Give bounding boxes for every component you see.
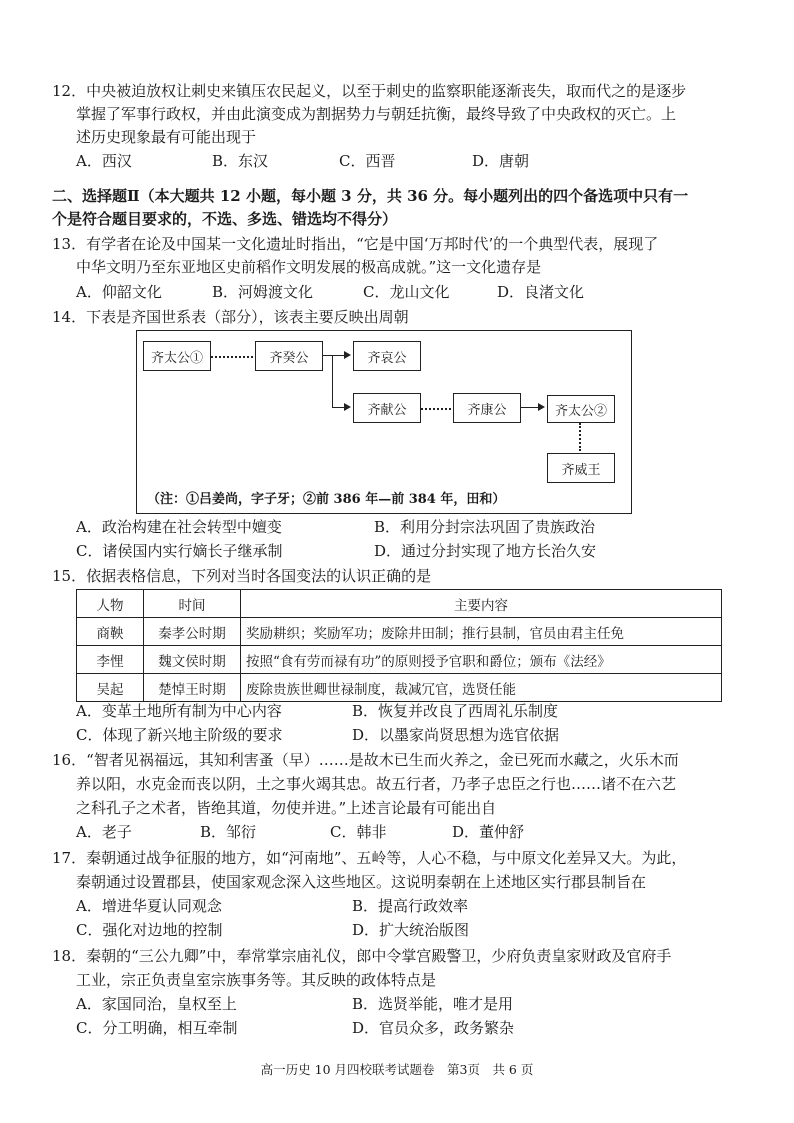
question-text-line: 14．下表是齐国世系表（部分），该表主要反映出周朝 bbox=[52, 308, 409, 326]
dotted-connector bbox=[211, 356, 253, 358]
option-b: B．提高行政效率 bbox=[352, 897, 469, 915]
table-cell: 楚悼王时期 bbox=[144, 674, 241, 702]
option-b: B．选贤举能，唯才是用 bbox=[352, 995, 514, 1013]
option-c: C．体现了新兴地主阶级的要求 bbox=[76, 726, 283, 744]
option-a: A．仰韶文化 bbox=[76, 283, 162, 301]
question-text-line: 13．有学者在论及中国某一文化遗址时指出，“它是中国‘万邦时代’的一个典型代表，展现了 bbox=[52, 235, 659, 253]
arrow-icon bbox=[344, 351, 351, 359]
option-d: D．董仲舒 bbox=[452, 823, 525, 841]
option-b: B．河姆渡文化 bbox=[212, 283, 314, 301]
table-cell: 秦孝公时期 bbox=[144, 618, 241, 646]
table-cell: 李悝 bbox=[77, 646, 144, 674]
question-text-line: 掌握了军事行政权，并由此演变成为割据势力与朝廷抗衡，最终导致了中央政权的灭亡。上 bbox=[76, 105, 677, 123]
question-text-line: 18．秦朝的“三公九卿”中，奉常掌宗庙礼仪，郎中令掌宫殿警卫，少府负责皇家财政及官府手 bbox=[52, 947, 672, 965]
option-a: A．增进华夏认同观念 bbox=[76, 897, 222, 915]
diagram-note: （注：①吕姜尚，字子牙；②前 386 年—前 384 年，田和） bbox=[147, 492, 506, 507]
reform-table bbox=[76, 589, 722, 702]
option-c: C．分工明确，相互牵制 bbox=[76, 1019, 238, 1037]
option-c: C．龙山文化 bbox=[363, 283, 450, 301]
option-c: C．诸侯国内实行嫡长子继承制 bbox=[76, 542, 283, 560]
option-b: B．利用分封宗法巩固了贵族政治 bbox=[374, 518, 596, 536]
option-d: D．通过分封实现了地方长治久安 bbox=[374, 542, 597, 560]
box-qi-taigong-2: 齐太公② bbox=[547, 395, 615, 423]
option-c: C．强化对边地的控制 bbox=[76, 921, 223, 939]
table-cell: 废除贵族世卿世禄制度，裁减冗官，选贤任能 bbox=[241, 674, 722, 702]
question-text-line: 秦朝通过设置郡县，使国家观念深入这些地区。这说明秦朝在上述地区实行郡县制旨在 bbox=[76, 873, 647, 891]
connector-line bbox=[332, 355, 333, 407]
option-d: D．良渚文化 bbox=[497, 283, 585, 301]
connector-line bbox=[520, 407, 538, 408]
question-text-line: 12．中央被迫放权让刺史来镇压农民起义，以至于刺史的监察职能逐渐丧失，取而代之的是逐步 bbox=[52, 82, 687, 100]
option-c: C．韩非 bbox=[330, 823, 387, 841]
option-d: D．官员众多，政务繁杂 bbox=[352, 1019, 515, 1037]
question-text-line: 17．秦朝通过战争征服的地方，如“河南地”、五岭等，人心不稳，与中原文化差异又大。为此， bbox=[52, 849, 687, 867]
question-text-line: 养以阳，水克金而丧以阴，土之事火竭其忠。故五行者，乃孝子忠臣之行也……诸不在六艺 bbox=[76, 775, 677, 793]
connector-line bbox=[322, 355, 344, 356]
option-a: A．政治构建在社会转型中嬗变 bbox=[76, 518, 282, 536]
option-a: A．西汉 bbox=[76, 152, 132, 170]
question-text-line: 述历史现象最有可能出现于 bbox=[76, 128, 257, 146]
option-b: B．恢复并改良了西周礼乐制度 bbox=[352, 702, 559, 720]
question-text-line: 工业，宗正负责皇室宗族事务等。其反映的政体特点是 bbox=[76, 971, 437, 989]
section-heading-line: 二、选择题Ⅱ（本大题共 12 小题，每小题 3 分，共 36 分。每小题列出的四个备选项中只有一 bbox=[52, 187, 689, 205]
option-d: D．扩大统治版图 bbox=[352, 921, 470, 939]
dotted-connector bbox=[421, 408, 451, 410]
box-qi-guigong: 齐癸公 bbox=[255, 341, 323, 371]
box-qi-kanggong: 齐康公 bbox=[453, 393, 521, 423]
column-header: 时间 bbox=[144, 590, 241, 618]
box-qi-weiwang: 齐威王 bbox=[547, 453, 615, 483]
option-b: B．东汉 bbox=[212, 152, 269, 170]
table-row bbox=[77, 674, 722, 702]
arrow-icon bbox=[344, 403, 351, 411]
box-qi-xiangong: 齐献公 bbox=[353, 393, 421, 423]
genealogy-diagram bbox=[136, 330, 632, 514]
table-cell: 商鞅 bbox=[77, 618, 144, 646]
page-footer: 高一历史 10 月四校联考试题卷 第3页 共 6 页 bbox=[260, 1062, 534, 1077]
table-header-row bbox=[77, 590, 722, 618]
option-d: D．唐朝 bbox=[472, 152, 530, 170]
table-row bbox=[77, 646, 722, 674]
option-a: A．家国同治，皇权至上 bbox=[76, 995, 237, 1013]
option-a: A．老子 bbox=[76, 823, 132, 841]
option-b: B．邹衍 bbox=[200, 823, 257, 841]
question-text-line: 16．“智者见祸福远，其知利害蚤（早）……是故木已生而火养之，金已死而水藏之，火乐木而 bbox=[52, 751, 679, 769]
column-header: 主要内容 bbox=[241, 590, 722, 618]
question-text-line: 中华文明乃至东亚地区史前稻作文明发展的极高成就。”这一文化遗存是 bbox=[76, 258, 542, 276]
table-cell: 按照“食有劳而禄有功”的原则授予官职和爵位；颁布《法经》 bbox=[241, 646, 722, 674]
box-qi-aigong: 齐哀公 bbox=[353, 341, 421, 371]
option-c: C．西晋 bbox=[339, 152, 396, 170]
table-cell: 魏文侯时期 bbox=[144, 646, 241, 674]
question-text-line: 15．依据表格信息，下列对当时各国变法的认识正确的是 bbox=[52, 567, 432, 585]
table-cell: 奖励耕织；奖励军功；废除井田制；推行县制，官员由君主任免 bbox=[241, 618, 722, 646]
column-header: 人物 bbox=[77, 590, 144, 618]
option-d: D．以墨家尚贤思想为选官依据 bbox=[352, 726, 560, 744]
box-qi-taigong-1: 齐太公① bbox=[143, 341, 211, 371]
question-text-line: 之科孔子之术者，皆绝其道，勿使并进。”上述言论最有可能出自 bbox=[76, 799, 497, 817]
section-heading-line: 个是符合题目要求的，不选、多选、错选均不得分） bbox=[52, 210, 398, 228]
connector-line bbox=[332, 407, 344, 408]
table-row bbox=[77, 618, 722, 646]
table-cell: 吴起 bbox=[77, 674, 144, 702]
option-a: A．变革土地所有制为中心内容 bbox=[76, 702, 282, 720]
dotted-connector bbox=[579, 423, 581, 451]
arrow-icon bbox=[538, 403, 545, 411]
